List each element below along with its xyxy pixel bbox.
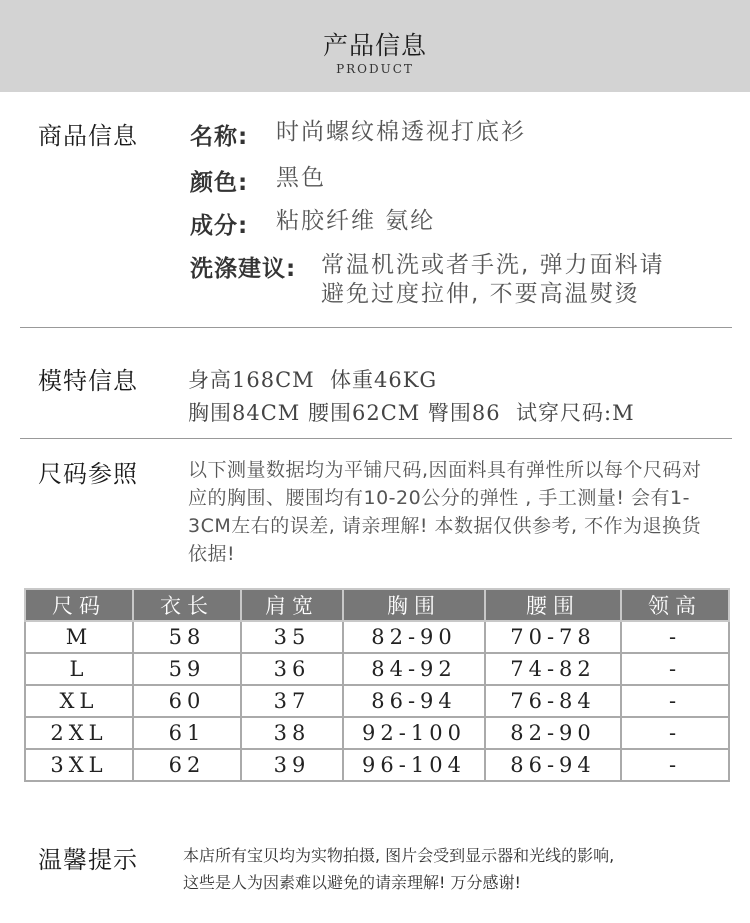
cell-collar: - — [621, 685, 729, 717]
cell-length: 61 — [133, 717, 241, 749]
size-description: 以下测量数据均为平铺尺码,因面料具有弹性所以每个尺码对应的胸围、腰围均有10-20公分的弹性 , 手工测量! 会有1-3CM左右的误差, 请亲理解! 本数据仅供参考, 不作为退换货依据! — [188, 459, 702, 565]
cell-length: 62 — [133, 749, 241, 781]
cell-waist: 74-82 — [485, 653, 621, 685]
wash-value-line2: 避免过度拉伸, 不要高温熨烫 — [321, 281, 640, 307]
header-length: 衣长 — [133, 589, 241, 621]
header-bust: 胸围 — [343, 589, 485, 621]
name-value: 时尚螺纹棉透视打底衫 — [276, 119, 526, 145]
cell-length: 59 — [133, 653, 241, 685]
header-waist: 腰围 — [485, 589, 621, 621]
material-label: 成分: — [190, 213, 249, 239]
cell-waist: 82-90 — [485, 717, 621, 749]
page-header — [0, 0, 750, 92]
color-label: 颜色: — [190, 170, 249, 196]
header-collar: 领高 — [621, 589, 729, 621]
header-title: 产品信息 — [322, 31, 427, 60]
tips-section-title: 温馨提示 — [38, 846, 138, 874]
cell-bust: 86-94 — [343, 685, 485, 717]
cell-collar: - — [621, 717, 729, 749]
cell-bust: 96-104 — [343, 749, 485, 781]
cell-size: 2XL — [25, 717, 133, 749]
tips-line-2: 这些是人为因素难以避免的请亲理解! 万分感谢! — [183, 873, 521, 892]
cell-shoulder: 35 — [241, 621, 343, 653]
size-section-title: 尺码参照 — [38, 460, 138, 488]
cell-collar: - — [621, 653, 729, 685]
cell-size: M — [25, 621, 133, 653]
size-table — [24, 588, 730, 782]
table-row — [25, 621, 729, 653]
product-section-title: 商品信息 — [38, 122, 138, 150]
cell-shoulder: 36 — [241, 653, 343, 685]
cell-waist: 70-78 — [485, 621, 621, 653]
cell-size: XL — [25, 685, 133, 717]
cell-waist: 86-94 — [485, 749, 621, 781]
cell-waist: 76-84 — [485, 685, 621, 717]
table-row — [25, 685, 729, 717]
table-row — [25, 717, 729, 749]
cell-size: 3XL — [25, 749, 133, 781]
divider-1 — [20, 327, 732, 328]
cell-collar: - — [621, 749, 729, 781]
wash-label: 洗涤建议: — [190, 256, 297, 282]
cell-bust: 82-90 — [343, 621, 485, 653]
tips-line-1: 本店所有宝贝均为实物拍摄, 图片会受到显示器和光线的影响, — [183, 846, 615, 865]
divider-2 — [20, 438, 732, 439]
cell-shoulder: 37 — [241, 685, 343, 717]
model-section-title: 模特信息 — [38, 367, 138, 395]
wash-value-line1: 常温机洗或者手洗, 弹力面料请 — [321, 252, 665, 278]
size-table-header — [25, 589, 729, 621]
cell-bust: 92-100 — [343, 717, 485, 749]
cell-size: L — [25, 653, 133, 685]
header-subtitle: PRODUCT — [336, 62, 414, 76]
cell-shoulder: 39 — [241, 749, 343, 781]
table-row — [25, 653, 729, 685]
name-label: 名称: — [190, 124, 249, 150]
cell-collar: - — [621, 621, 729, 653]
header-size: 尺码 — [25, 589, 133, 621]
cell-length: 60 — [133, 685, 241, 717]
cell-bust: 84-92 — [343, 653, 485, 685]
tips-text — [183, 842, 614, 896]
header-shoulder: 肩宽 — [241, 589, 343, 621]
cell-shoulder: 38 — [241, 717, 343, 749]
cell-length: 58 — [133, 621, 241, 653]
material-value: 粘胶纤维 氨纶 — [276, 208, 436, 234]
color-value: 黑色 — [276, 165, 326, 191]
model-line-2: 胸围84CM 腰围62CM 臀围86 试穿尺码:M — [188, 401, 635, 425]
model-line-1: 身高168CM 体重46KG — [188, 368, 438, 392]
table-row — [25, 749, 729, 781]
